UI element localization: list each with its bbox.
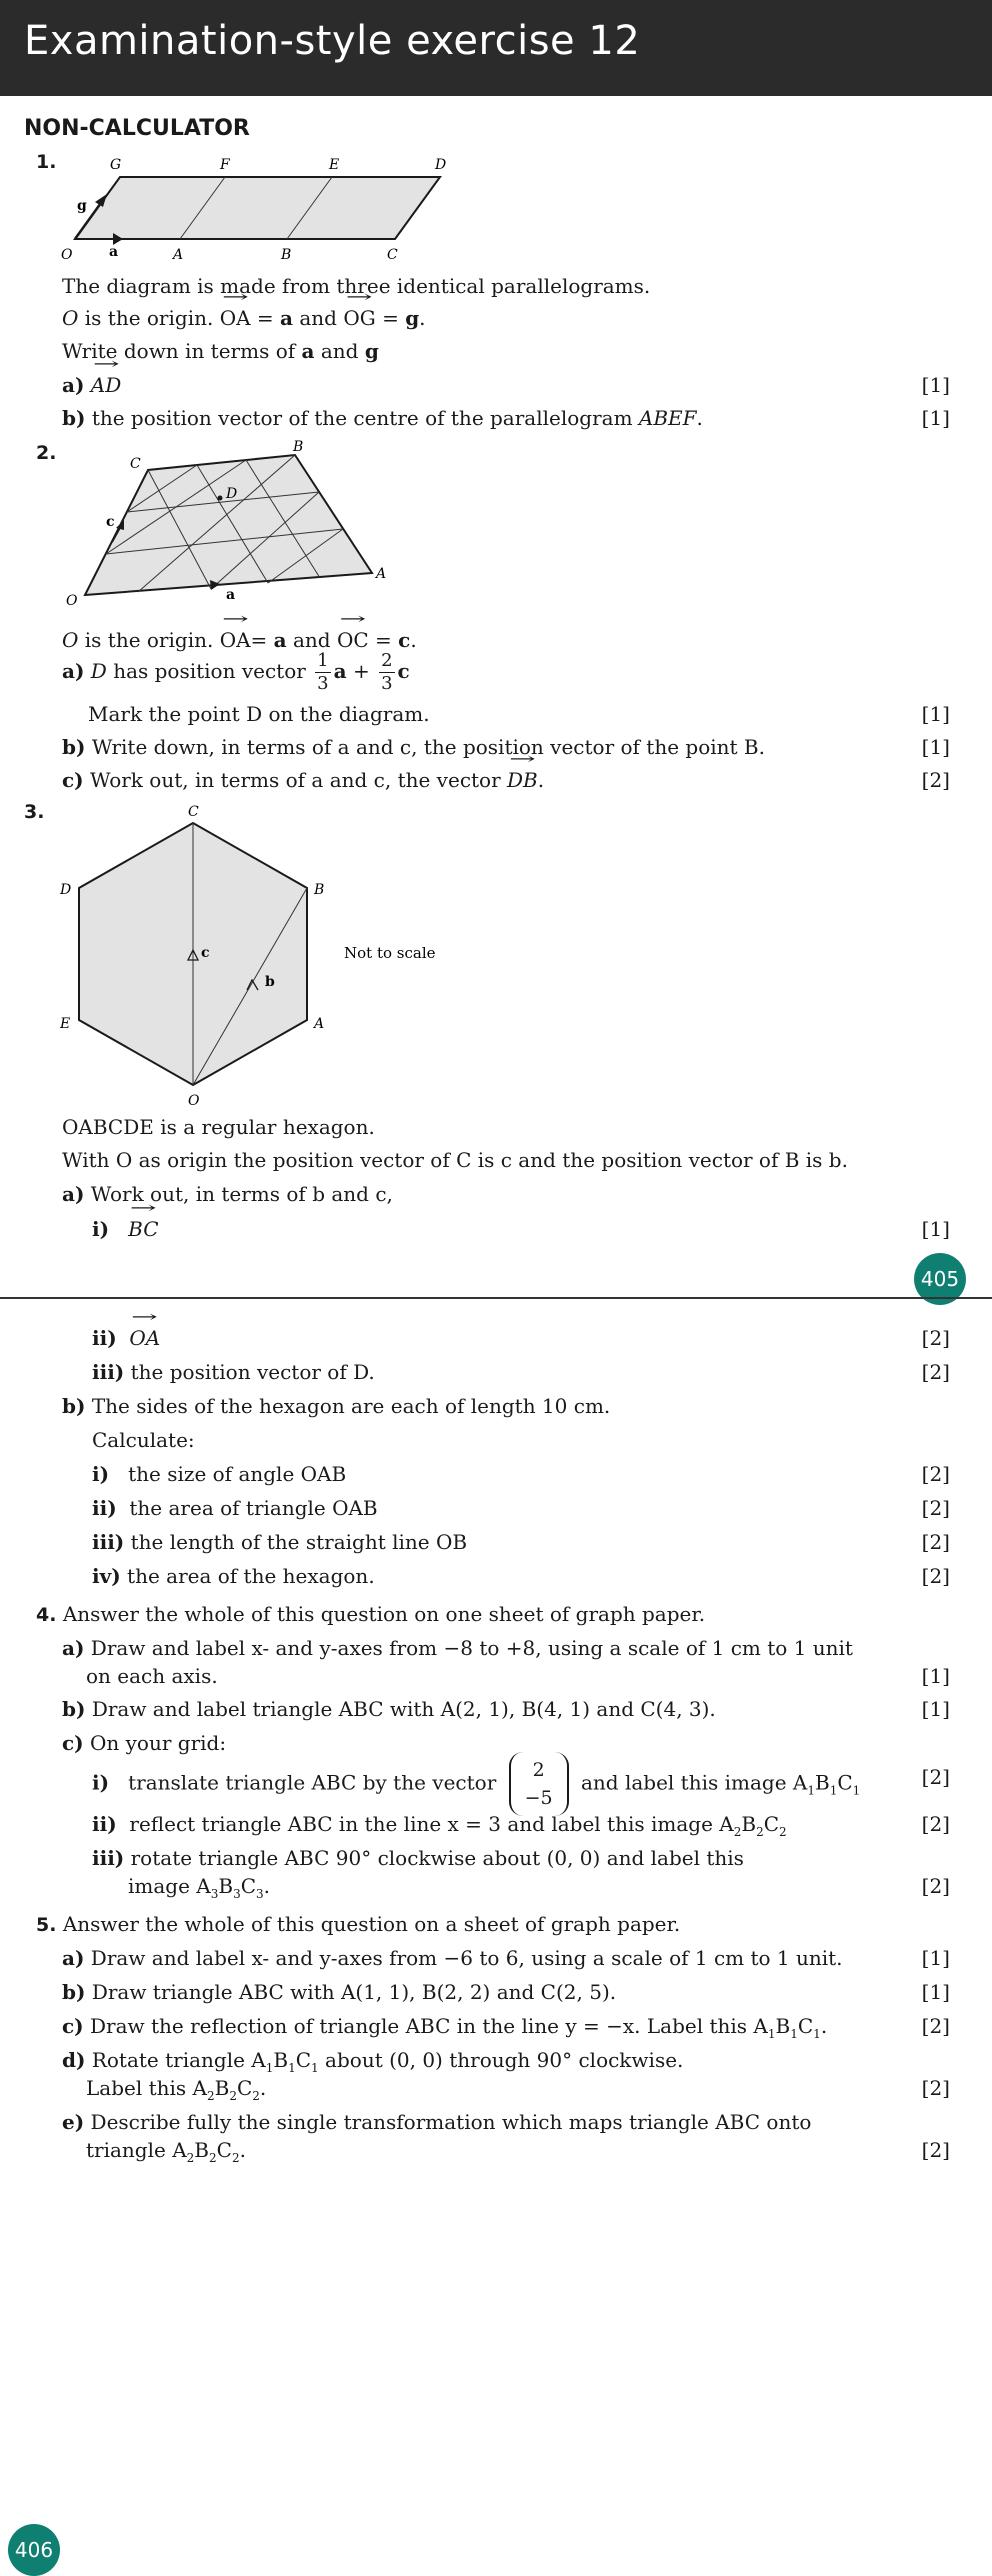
label-b: b — [265, 974, 275, 990]
q4-part-c-iii: iii) rotate triangle ABC 90° clockwise about (0, 0) and label this — [92, 1846, 744, 1870]
label-E: E — [329, 157, 340, 173]
q5-part-b-mark: [1] — [921, 1980, 950, 2004]
q3-part-a-iii: iii) the position vector of D. — [92, 1360, 375, 1384]
label-G: G — [110, 157, 122, 173]
q5-intro: 5. Answer the whole of this question on a sheet of graph paper. — [36, 1912, 681, 1936]
q1-part-b: b) the position vector of the centre of the parallelogram ABEF. — [62, 406, 703, 430]
q5-part-e-line-2: triangle $A_2B_2C_2$. — [86, 2138, 246, 2165]
q1-part-a-mark: [1] — [921, 373, 950, 397]
q2-part-a-mark: [1] — [921, 702, 950, 726]
q4-part-c-ii: ii) reflect triangle ABC in the line x = 3 and label this image $A_2B_2C_2$ — [92, 1812, 787, 1839]
q1-line-1: The diagram is made from three identical parallelograms. — [62, 274, 651, 298]
page-number-406: 406 — [8, 2524, 60, 2576]
label-c: c — [201, 945, 210, 961]
q2-part-c-mark: [2] — [921, 768, 950, 792]
label-O: O — [61, 247, 73, 263]
label-c: c — [106, 514, 115, 530]
q3-part-a-ii-mark: [2] — [921, 1326, 950, 1350]
q3-part-b-ii-mark: [2] — [921, 1496, 950, 1520]
label-C: C — [130, 456, 141, 472]
q2-line-1: O is the origin. → OA= a and → OC = c. — [62, 628, 417, 652]
q4-part-c-iii-mark: [2] — [921, 1874, 950, 1898]
translation-vector: 2 −5 — [509, 1752, 569, 1816]
q2-part-b-mark: [1] — [921, 735, 950, 759]
q4-intro: 4. Answer the whole of this question on one sheet of graph paper. — [36, 1602, 706, 1626]
q3-part-a-i: i) → BC — [92, 1217, 159, 1241]
q3-hexagon-diagram — [50, 800, 450, 1112]
q3-calculate: Calculate: — [92, 1428, 195, 1452]
q5-part-c: c) Draw the reflection of triangle ABC in the line y = −x. Label this $A_1B_1C_1$. — [62, 2014, 828, 2041]
question-number-1: 1. — [36, 151, 57, 173]
q4-part-c-iii-line-2: image $A_3B_3C_3$. — [128, 1874, 271, 1901]
question-number-2: 2. — [36, 442, 57, 464]
q3-part-b-iii-mark: [2] — [921, 1530, 950, 1554]
q5-part-d: d) Rotate triangle $A_1B_1C_1$ about (0, 0) through 90° clockwise. — [62, 2048, 684, 2075]
page-title: Examination-style exercise 12 — [24, 18, 641, 64]
q5-part-e: e) Describe fully the single transformation which maps triangle ABC onto — [62, 2110, 812, 2134]
label-A: A — [314, 1016, 325, 1032]
q3-part-a: a) Work out, in terms of b and c, — [62, 1182, 393, 1206]
q5-part-d-mark: [2] — [921, 2076, 950, 2100]
label-B: B — [281, 247, 292, 263]
q3-part-b-i: i) the size of angle OAB — [92, 1462, 347, 1486]
q4-part-c-i: i) translate triangle ABC by the vector 2 −5 and label this image $A_1B_1C_1$ — [92, 1752, 860, 1816]
q5-part-a: a) Draw and label x- and y-axes from −6 to 6, using a scale of 1 cm to 1 unit. — [62, 1946, 843, 1970]
label-A: A — [376, 566, 387, 582]
q2-part-a-line-2: Mark the point D on the diagram. — [88, 702, 430, 726]
q4-part-a: a) Draw and label x- and y-axes from −8 to +8, using a scale of 1 cm to 1 unit — [62, 1636, 853, 1660]
q3-part-b-iv: iv) the area of the hexagon. — [92, 1564, 375, 1588]
q3-part-a-ii: ii) → OA — [92, 1326, 160, 1350]
q1-part-b-mark: [1] — [921, 406, 950, 430]
label-E: E — [60, 1016, 71, 1032]
not-to-scale-note: Not to scale — [344, 944, 436, 962]
q3-part-b-iii: iii) the length of the straight line OB — [92, 1530, 468, 1554]
label-O: O — [188, 1093, 200, 1109]
q4-part-b-mark: [1] — [921, 1697, 950, 1721]
q2-part-a: a) D has position vector $\frac{1}{3}$ a + $\frac{2}{3}$ c — [62, 650, 410, 694]
q2-part-b: b) Write down, in terms of a and c, the position vector of the point B. — [62, 735, 765, 759]
label-F: F — [220, 157, 230, 173]
q2-trapezium-diagram — [60, 440, 405, 615]
label-D: D — [226, 486, 238, 502]
label-D: D — [60, 882, 72, 898]
q4-part-a-line-2: on each axis. — [86, 1664, 218, 1688]
page-number-405: 405 — [914, 1253, 966, 1305]
q5-part-d-line-2: Label this $A_2B_2C_2$. — [86, 2076, 267, 2103]
q5-part-e-mark: [2] — [921, 2138, 950, 2162]
q4-part-c-i-mark: [2] — [921, 1765, 950, 1789]
label-a: a — [109, 244, 119, 260]
q3-part-b-i-mark: [2] — [921, 1462, 950, 1486]
q4-part-b: b) Draw and label triangle ABC with A(2, 1), B(4, 1) and C(4, 3). — [62, 1697, 716, 1721]
label-A: A — [173, 247, 184, 263]
q3-part-a-iii-mark: [2] — [921, 1360, 950, 1384]
q1-parallelogram-diagram — [55, 152, 465, 264]
q3-part-a-i-mark: [1] — [921, 1217, 950, 1241]
q5-part-a-mark: [1] — [921, 1946, 950, 1970]
q3-part-b: b) The sides of the hexagon are each of length 10 cm. — [62, 1394, 611, 1418]
question-number-3: 3. — [24, 801, 45, 823]
q1-part-a: a) → AD — [62, 373, 121, 397]
q3-line-1: OABCDE is a regular hexagon. — [62, 1115, 375, 1139]
q3-part-b-iv-mark: [2] — [921, 1564, 950, 1588]
page-divider — [0, 1297, 992, 1299]
label-C: C — [188, 804, 199, 820]
label-D: D — [435, 157, 447, 173]
q4-part-c-ii-mark: [2] — [921, 1812, 950, 1836]
q3-part-b-ii: ii) the area of triangle OAB — [92, 1496, 378, 1520]
label-B: B — [293, 440, 304, 455]
q5-part-b: b) Draw triangle ABC with A(1, 1), B(2, 2) and C(2, 5). — [62, 1980, 617, 2004]
q2-part-c: c) Work out, in terms of a and c, the vector → DB. — [62, 768, 544, 792]
section-heading: NON-CALCULATOR — [24, 116, 250, 141]
q3-line-2: With O as origin the position vector of C is c and the position vector of B is b. — [62, 1148, 848, 1172]
label-g: g — [77, 198, 87, 214]
label-B: B — [314, 882, 325, 898]
q4-part-a-mark: [1] — [921, 1664, 950, 1688]
q1-line-3: Write down in terms of a and g — [62, 339, 379, 363]
label-O: O — [66, 593, 78, 609]
label-C: C — [387, 247, 398, 263]
label-a: a — [226, 587, 236, 603]
q5-part-c-mark: [2] — [921, 2014, 950, 2038]
q1-line-2: O is the origin. → OA = a and → OG = g. — [62, 306, 426, 330]
q4-part-c: c) On your grid: — [62, 1731, 227, 1755]
page-header — [0, 0, 992, 96]
